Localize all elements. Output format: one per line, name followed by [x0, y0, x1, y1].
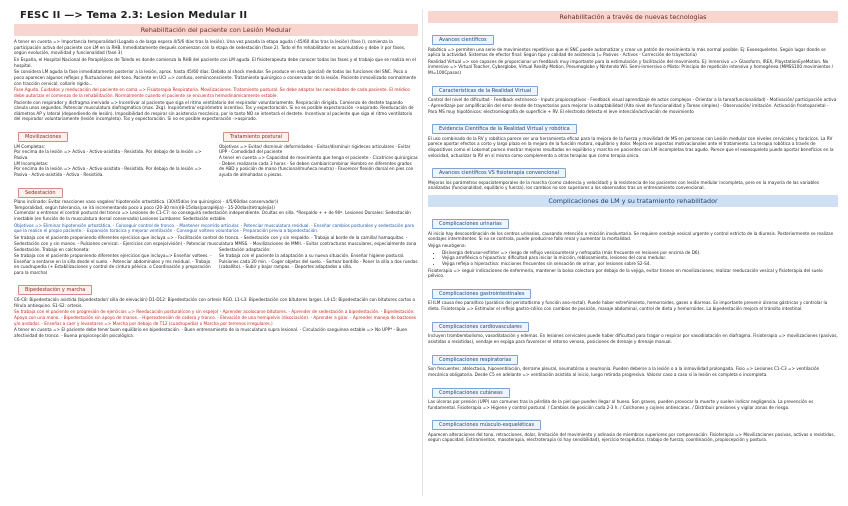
para-cardio: Incluyen trombembolismo, vasodilatación y edemas. En lesiones cervicales puede haber dificultad para tragar o respirar por vasodilatación en diafragma. Fisioterapia => movilizaciones (pasivas, asistidas o resistidas), vendaje en espiga para favorecer el retorno venoso, posiciones de drenaje y drenaje manual. [428, 333, 838, 344]
para-tener-en-cuenta: A tener en cuenta => Importancia temporalidad (Logado o de larga espera 4/5/6 días tras la lesión). Una vez pasada la etapa aguda (-45/60 días tras la lesión) (fase I), comienza la participación activa del paciente con LM en la RHB. Inmediatamente después comienzan con la etapa de sedestación (fase 2). Todo el fin rehabilitador es acumulativo y debe ir por fases, según evolución, movilidad y funcionalidad (fase 3) [14, 39, 406, 56]
box-tratamiento-postural: Tratamiento postural [223, 132, 289, 142]
para-sedestacion: Plano inclinado: Evitar reacciones vaso vagales/ hipotensión ortostática. (30/45días (no quirúrgico) - 4/5/60días conservador)) Temporalidad, según tolerancia, se irá incrementando poco a poco (20-30 min)(8-15días(parapléjia) - 15-20días(tetraplejia)) Comenzar a entrenar el control postural del tronco => Lesiones de C1-C7: no conseguirá sedestación independiente. Ocultas en silla. *Respaldo + + de 90º. Lesiones Dorsales: Sedestación inestable (en función de la musculatura dorsal conservada) Lesiones Lumbares: Sedestación estable. [14, 199, 411, 221]
para-musculo: Aparecen alteraciones del tono, retracciones, dolor, limitación del movimiento y adinasia de miembros superiores por compensación. Fisioterapia => Movilizaciones pasivas, activas o resistidas, según capacidad. Estiramientos, masoterapia, electroterapia (si hay sensibilidad), ejercicio terapéutico, trabajo de fuerza, coordinación, propiocepción y postura. [428, 431, 835, 443]
para-colchoneta: Sedestación. Trabajo en colchoneta: Se trabaja con el paciente proponiendo diferentes ejercicios que incluya=> Enseñar voltees. - Enseñar a sentarse en la silla desde el suelo. - Potenciar abdominales y ms residual. - Trabajo en cuadrupedia (+ Estabilizaciones y control de cintura pélvica. o Coordinación y preparación para la marcha) [14, 247, 212, 275]
para-sedest-trabajo: Se trabaja con el paciente proponiendo diferentes ejercicios que incluya => - Facilitación control de tronco. - Sedestación con y sin respaldo. - Trabajo al borde de la camilla/ hamaquitas. - Sedestación con y sin manos. - Pulsiones cervical. - Ejercicios con espejo(visión) - Potenciar musculatura MMSS. - Movilizaciones de MMII. - Evitar contracturas musculares, especialmente zona [14, 234, 417, 246]
para-urinarias: Al inicio hay descoordinación de los centros urinarios, causando retención o micción involuntaria. Se requiere sondaje vesical urgente y control estricto de la diuresis. Posteriormente se realizan sondajes intermitentes. Si no se controla, puede producirse fallo renal y aumentar la mortalidad. [428, 230, 834, 242]
para-sedest-objetivos: Objetivos => Eliminar hipotensión ortostática. - Conseguir control de tronco. - Mantener recorrido articular. - Potenciar musculatura residual. - Enseñar cambios posturales y sedestación para que la realice el propio paciente. - Expansión torácica y mejorar ventilación - Conseguir voltees voluntarios - Preparación previa a bipedestación. [14, 222, 415, 234]
box-avances: Avances científicos [432, 35, 494, 45]
para-fase-aguda: Fase Aguda. Cuidados y reeducación del paciente en cama => Fisioterapia Respiratoria. Movilizaciones. Tratamiento postural. Se debe adaptar las necesidades de cada paciente. El médico debe autorizar el comienzo de la rehabilitación. Normalmente cuando el paciente se encuentra hemodinámicamente estable. [14, 87, 410, 98]
para-vs-fisio: Mejoras los parámetros espaciotemporales de la marcha (como cadencia y velocidad) y la resistencia de los pacientes con lesión medular incompleta, pero en la mayoría de las variables analizadas (funcionalidad, equilibrio y fuerza), los cambios no son superiores a los observados tras un entrenamiento convencional. [428, 179, 820, 191]
list-item: • Vejiga refleja o hiperactiva: micciones frecuentes sin sensación de orinar, por lesiones sobre S2-S4. [442, 261, 838, 267]
para-biped-niveles: C6-C8: Bipedestación asistida (bipedestador/ silla de elevación) D1-D12: Bipedestación con ortesis RGO. L1-L3: Bipedestación con bitutores largos. L4-L5: Bipedestación con bitutores cortos o férula antiequino. S1-S2: ortesis. [14, 296, 416, 308]
box-gastro: Complicaciones gastrointestinales [432, 289, 531, 299]
right-column [428, 8, 838, 500]
para-postural: Objetivos => Evitar/ disminuir deformidades - Evitar/disminuir rigideces articulares - Evitar UPP - Comodidad del paciente A tener en cuenta => Capacidad de movimiento que tenga el paciente - Cicatrices quirúrgicas - Deben realizarse cada 3 horas - Se deben cambiar/combinar Hombro en diferentes grados de ABD y posición de mano (funcional/muñeca neutra) - Favorecer flexión dorsal en pies con ayuda de almohadas o piezas. [219, 143, 418, 177]
para-hospital: En España, el Hospital Nacional de Parapléjicos de Toledo es donde comienza la RHB del paciente con LM aguda. El fisioterapeuta debe conocer todas las fases y el trabajo que se realiza en el hospital. [14, 56, 416, 68]
para-gastro: El ILM causa íleo paralítico (parálisis del peristaltismo y función ano-rectal). Puede haber estreñimiento, hemorroides, gases o diarreas. Es importante prevenir úlceras gástricas y controlar la dieta. Fisioterapia => Estimular el reflejo gastro-cólico con cambios de posición, masaje abdominal, control de dieta y hemorroides. La bipedestación mejora el tránsito intestinal. [428, 300, 828, 311]
list-item: • Vejiga arrefléxica o hipoactiva: dificultad para iniciar la micción, reblosamiento, lesiones del cono medular. [442, 255, 838, 261]
list-item: • Disinergia detrusor-esfínter => riesgo de reflujo vesicoureteral y nefropatía (más frecuente en lesiones por encima de D6). [442, 250, 838, 256]
para-evidencia: El uso combinado de la RV y robótica parece ser una herramienta eficaz para la mejora de la fuerza y movilidad de MS en personas con Lesión medular con niveles cervicales y torácicos. La RV parece aportar efectos a corto y largo plazo en la mejora de la función motora, equilibrio y dolor. Mejora en aspectos motivacionales ante el tratamiento. La terapia robótica a través de dispositivos como el Lokomat parece mostrar mejores resultados en equilibrio y marcha en pacientes con LM incompletas tras agudo. Parece que el exoesqueleto puede aportar beneficios en la velocidad, actualizar la RV en sí misma como complemento a otras terapias que como terapia única. [428, 135, 834, 158]
postural-block [219, 123, 418, 178]
box-evidencia: Evidencia Científica de la Realidad Virtual y robótica [432, 124, 577, 134]
left-column [14, 8, 418, 500]
box-cutaneas: Complicaciones cutáneas [432, 388, 510, 398]
para-respiratorias: Son frecuentes: atelectasia, hipoventilación, derrame pleural, neumotórax o neumonía. Pueden deberse a la lesión o a la inmovilidad prolongada. Fisio => Lesiones C1-C3 => ventilación mecánica obligatoria. Desde C5 en adelante => ventilación asistida al inicio, luego retirada progresiva. Valorar caso a caso si la lesión es completa o incompleta. [428, 366, 820, 377]
banner-complicaciones: Complicaciones de LM y su tratamiento rehabilitador [428, 195, 838, 207]
box-caracteristicas-rv: Características de la Realidad Virtual [432, 86, 538, 96]
box-bipedestacion: Bipedestación y marcha [18, 285, 92, 295]
para-lm-aguda: Se considera LM aguda la fase inmediatamente posterior a la lesión, aprox. hasta 45/60 días. Debido al shock medular. Se produce en esta (parcial) de todas las funciones del SNC. Poco a poco aparecen algunos reflejos y fluctuaciones del tono. Paciente en UCI => confuso, semiinconsciente. Tratamiento quirúrgico o conservador de la lesión. Paciente inmovilizado normalmente con tracción cervical, collarín rígido... [14, 69, 417, 86]
two-col-section [14, 123, 418, 178]
box-urinarias: Complicaciones urinarias [432, 219, 509, 229]
box-musculo: Complicaciones músculo-esqueléticas [432, 420, 541, 430]
box-respiratorias: Complicaciones respiratorias [432, 355, 518, 365]
para-cutaneas: Las úlceras por presión (UPP) son comunes tras la pérdida de la piel que pueden llegar al hueso. Son graves, pueden provocar la muerte y suelen indicar negligencia. La prevención es fundamental. Fisioterapia => Higiene y control postural. / Cambios de posición cada 2-3 h. / Colchones y cojines antiescaras. / Distribuir presiones y vigilar zonas de riesgo. [428, 399, 814, 410]
movilizaciones-block [14, 123, 213, 178]
para-realidad-virtual: Realidad Virtual => son capaces de proporcionar un feedback muy importante para la estimulación y facilitación del movimiento. Ej: Inmersivo => Glassform, IREX, PlaystationEyeMotion. No inmersivo => Virtual Teacher, Cyberglobe, Virtual Reality Motion, Pneumoglobe y Nintendo Wii. Semi-inmersivo o Mixto: Principio de repetición intensiva y homogénea (MMSS100 movimientos / MI=100Cpasos) [428, 58, 834, 76]
banner-nuevas-tecnologias: Rehabilitación a través de nuevas tecnologías [428, 11, 838, 23]
box-cardio: Complicaciones cardiovasculares [432, 322, 529, 332]
para-biped-ejercicios: Se trabaja con el paciente en progresión de ejercicios => Reeducación postural(con y sin espejo) - Aprender acolocarse bitutores. - Aprender de sedestación a bipedestación. - Bipedestación: Apoyo con una mano. - Bipedestación sin apoyo de manos. - Hiperextensión de cadera y tronco. - Elevación de una hemipelvis (disociación). - Aprender a girar. - Aprender manejo de bastones y/o andador. - Enseñar a caer y levantarse => Marcha por debajo de T12 (cuadrupedia) o Marcha por terrenos irregulares.) [14, 309, 417, 326]
para-adaptacion: Sedestación adaptación: Se trabaja con el paciente la adaptación a su nueva situación. Enseñar higiene postural. Pulsiones cada 20 min. - Coger objetos del suelo. - Sortear bordillo - Poner la silla a dos ruedas (caballito). - Subir y bajar rampas. - Deportes adaptados a silla. [219, 247, 418, 270]
para-caracteristicas: Control del nivel de dificultad - Feedback extrínseco - Inputs propioceptivos - Feedback visual aprendizaje de actos complejos - Orientar a la tarea(funcionalidad) - Motivación/ participación activa - Aprendizaje por amplificación del error desde de trayectorias para mejorar la adaptabilidad (Alto nivel de funcionalidad y Tareas simples) - Observación/ imitación. Activación frontoparietal - Para MS muy hipotónicos: electromiografía de superficie + RV. El electrodo detecta el leve intención/activación de movimiento [428, 97, 837, 114]
banner-rehab-lesion: Rehabilitación del paciente con Lesión Medular [14, 24, 418, 36]
para-respirador: Paciente con respirador y disfragma inervado => Incentivar al paciente que siga el ritmo ventilatorio del respirador voluntariamente. Respiración dirigida. Comienzo de destete tapando cánula unos segundos. Potenciar musculatura diafragmática (max. 2kg). Inspirómetro/ espirómetro incentivo. Tos y expectoración. Si no es posible expectoración ->aspirado. Reeducación de diámetros AP y lateral (dependiendo de lesión). Imposibilidad de respirar sin asistencia mecánica, por lo tanto NO se intentará el destete. Incentivar al paciente que siga el ritmo ventilatorio del respirador voluntariamente (lesión incompleta). Tos y expectoración. Si no es posible expectoración ->aspirado. [14, 99, 414, 122]
document-title: FESC II —> Tema 2.3: Lesion Medular II [20, 10, 248, 21]
para-urinarias-fisio: Fisioterapia => seguir indicaciones de enfermería, mantener la bolsa colectora por debajo de la vejiga, evitar tirones en movilizaciones, realizar reeducación vesical y fisioterapia del suelo pélvico. [428, 267, 823, 279]
para-biped-tener-cuenta: A tener en cuenta => El paciente debe tener buen equilibrio en bipedestación. - Buen entrenamiento de la musculatura supra lesional. - Circulación sanguínea estable => No UPP* - Buen afectividad de tronco. - Buena propiocepción psicológica. [14, 327, 408, 338]
vejiga-list [428, 250, 838, 267]
para-vejiga-intro: Vejiga neurógena: [428, 242, 466, 248]
box-sedestacion: Sedestación [18, 188, 63, 198]
column-divider [422, 10, 423, 496]
two-col-sedest [14, 247, 418, 276]
para-movilizaciones: LM Completas: Por encima de la lesión => Activa - Activo-asistida - Resistida. Por debajo de la lesión => Pasiva. LM Incompletas: Por encima de la lesión => Activa - Activo-asistida - Resistida. Por debajo de la lesión => Pasiva - Activo-asistida - Activa - Resistida. [14, 143, 202, 177]
box-movilizaciones: Movilizaciones [18, 132, 68, 142]
para-robotica: Robótica => permiten una serie de movimientos repetitivos que el SNC puede automatizar y crear un patrón de movimiento lo más normal posible. Ej: Exoesqueletos. Según lugar donde se aplica la actividad. Sistemas de efector final: Según tipo y calidad de asistencia (= Pasivos - Activos - Corrección de trayectoria) [428, 46, 826, 58]
box-vs-fisio: Avances científicos VS fisioterapia convencional [432, 168, 566, 178]
